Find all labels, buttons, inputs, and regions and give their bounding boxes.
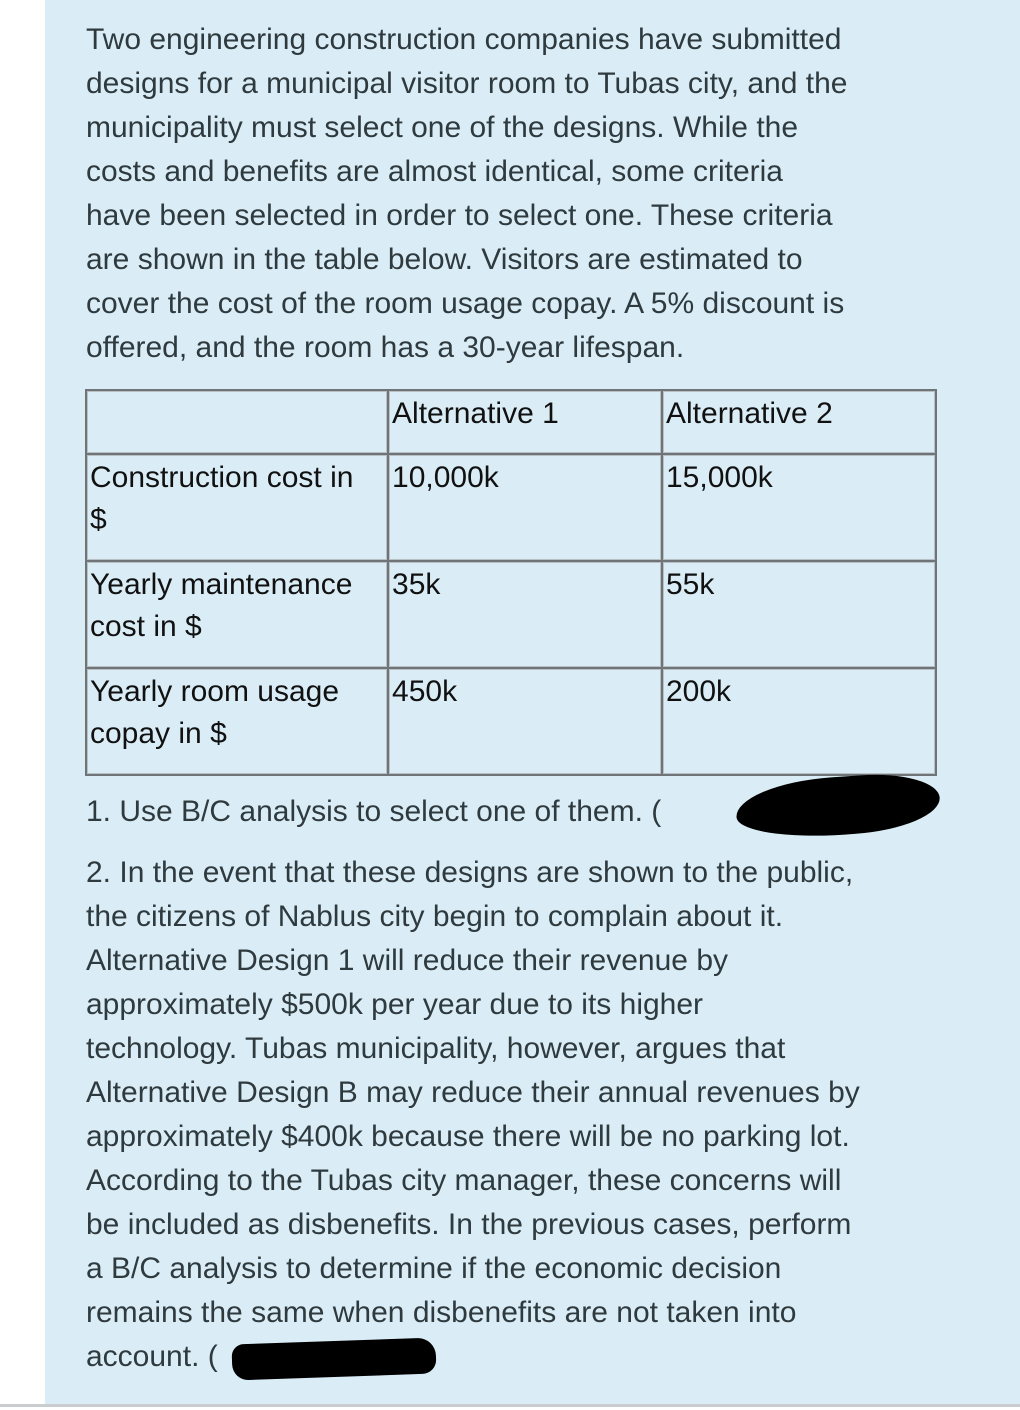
row-label-line: $ <box>90 503 107 536</box>
row-label-line: Construction cost in <box>90 461 354 494</box>
row-label-line: cost in $ <box>90 610 202 643</box>
table-cell-alt1: 10,000k <box>388 454 662 561</box>
question-2-line: Alternative Design 1 will reduce their revenue by <box>86 944 728 977</box>
question-2-line: technology. Tubas municipality, however, argues that <box>86 1032 786 1065</box>
row-label-line: copay in $ <box>90 717 227 750</box>
question-2-line: approximately $400k because there will be no parking lot. <box>86 1120 850 1153</box>
question-2-line: the citizens of Nablus city begin to complain about it. <box>86 900 784 933</box>
table-cell-alt2: 55k <box>662 561 936 668</box>
table-header-row <box>86 390 936 454</box>
question-2-line: be included as disbenefits. In the previous cases, perform <box>86 1208 852 1241</box>
intro-line: costs and benefits are almost identical, some criteria <box>86 155 783 188</box>
table-row <box>86 561 936 668</box>
intro-paragraph <box>86 18 946 370</box>
table-cell-alt2: 200k <box>662 668 936 775</box>
question-2-line: remains the same when disbenefits are not taken into <box>86 1296 797 1329</box>
intro-line: municipality must select one of the designs. While the <box>86 111 799 144</box>
table-header-cell <box>86 390 388 454</box>
table-cell-alt1: 35k <box>388 561 662 668</box>
row-label-room-usage-copay <box>86 668 388 775</box>
intro-line: Two engineering construction companies have submitted <box>86 23 842 56</box>
table-row <box>86 454 936 561</box>
intro-line: have been selected in order to select one. These criteria <box>86 199 833 232</box>
row-label-line: Yearly room usage <box>90 675 340 708</box>
intro-line: cover the cost of the room usage copay. A 5% discount is <box>86 287 845 320</box>
table-header-alternative-2: Alternative 2 <box>662 390 936 454</box>
row-label-line: Yearly maintenance <box>90 568 353 601</box>
table-header-alternative-1: Alternative 1 <box>388 390 662 454</box>
question-2-line: approximately $500k per year due to its higher <box>86 988 704 1021</box>
question-2-line: 2. In the event that these designs are shown to the public, <box>86 856 854 889</box>
redaction-mark <box>231 1337 436 1380</box>
question-2-line: a B/C analysis to determine if the economic decision <box>86 1252 782 1285</box>
table-cell-alt2: 15,000k <box>662 454 936 561</box>
row-label-construction-cost <box>86 454 388 561</box>
question-2 <box>86 851 956 1379</box>
intro-line: designs for a municipal visitor room to Tubas city, and the <box>86 67 848 100</box>
question-1: 1. Use B/C analysis to select one of them. ( <box>86 795 662 828</box>
divider <box>0 1404 1020 1407</box>
intro-line: offered, and the room has a 30-year lifespan. <box>86 331 685 364</box>
intro-line: are shown in the table below. Visitors are estimated to <box>86 243 803 276</box>
row-label-maintenance-cost <box>86 561 388 668</box>
criteria-table <box>85 389 937 776</box>
table-cell-alt1: 450k <box>388 668 662 775</box>
question-2-line: Alternative Design B may reduce their annual revenues by <box>86 1076 860 1109</box>
table-row <box>86 668 936 775</box>
question-2-line: According to the Tubas city manager, these concerns will <box>86 1164 842 1197</box>
question-2-line: account. ( <box>86 1340 218 1373</box>
